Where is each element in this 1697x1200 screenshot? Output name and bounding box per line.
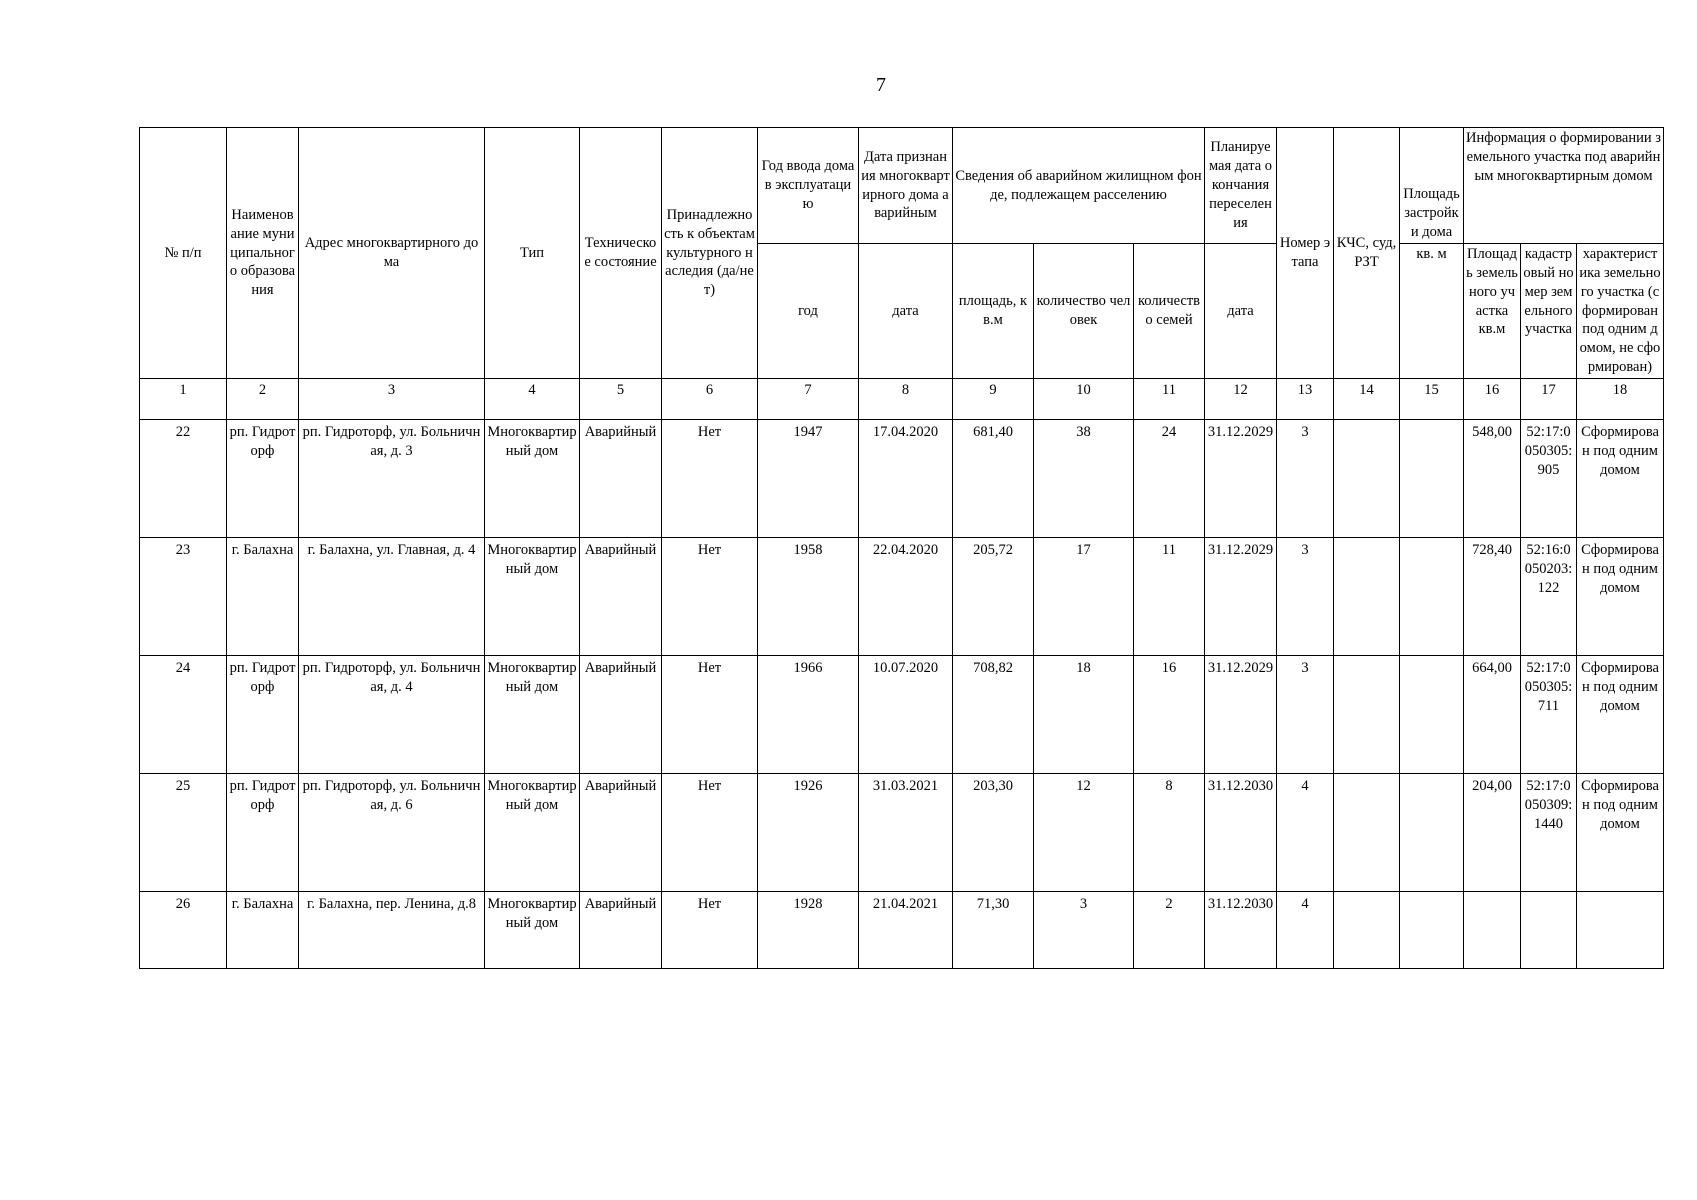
cell-land-char: Сформирован под одним домом (1577, 537, 1664, 655)
cell-no: 22 (140, 419, 227, 537)
header-recognition-date: Дата признания многоквартирного дома аварийным (859, 128, 953, 244)
cell-people: 3 (1034, 891, 1134, 968)
emergency-housing-table (139, 127, 1664, 969)
cell-land-char: Сформирован под одним домом (1577, 419, 1664, 537)
cell-planned-date: 31.12.2029 (1205, 655, 1277, 773)
cell-area: 71,30 (953, 891, 1034, 968)
cell-recognition-date: 22.04.2020 (859, 537, 953, 655)
subheader-date: дата (859, 244, 953, 379)
cell-municipality: рп. Гидроторф (227, 419, 299, 537)
cell-cadastral: 52:16:0050203:122 (1521, 537, 1577, 655)
header-land-info: Информация о формировании земельного участка под аварийным многоквартирным домом (1464, 128, 1664, 244)
cell-stage: 4 (1277, 891, 1334, 968)
land-area-unit: кв.м (1478, 321, 1506, 338)
column-number: 5 (580, 378, 662, 419)
cell-address: г. Балахна, пер. Ленина, д.8 (299, 891, 485, 968)
cell-condition: Аварийный (580, 537, 662, 655)
column-number: 11 (1134, 378, 1205, 419)
cell-land-area: 548,00 (1464, 419, 1521, 537)
subheader-area: площадь, кв.м (953, 244, 1034, 379)
column-number-row (140, 378, 1664, 419)
cell-municipality: рп. Гидроторф (227, 655, 299, 773)
column-number: 16 (1464, 378, 1521, 419)
cell-stage: 3 (1277, 419, 1334, 537)
cell-kchs (1334, 419, 1400, 537)
header-kchs: КЧС, суд, РЗТ (1334, 128, 1400, 379)
table-row (140, 773, 1664, 891)
column-number: 6 (662, 378, 758, 419)
cell-year: 1947 (758, 419, 859, 537)
table-row (140, 537, 1664, 655)
cell-cadastral: 52:17:0050309:1440 (1521, 773, 1577, 891)
subheader-land-char: характеристика земельного участка (сформирован под одним домом, не сформирован) (1577, 244, 1664, 379)
cell-families: 16 (1134, 655, 1205, 773)
cell-type: Многоквартирный дом (485, 773, 580, 891)
cell-no: 26 (140, 891, 227, 968)
column-number: 9 (953, 378, 1034, 419)
cell-stage: 4 (1277, 773, 1334, 891)
cell-built-area (1400, 891, 1464, 968)
cell-heritage: Нет (662, 655, 758, 773)
header-address: Адрес многоквартирного дома (299, 128, 485, 379)
cell-cadastral (1521, 891, 1577, 968)
cell-heritage: Нет (662, 537, 758, 655)
cell-address: рп. Гидроторф, ул. Больничная, д. 6 (299, 773, 485, 891)
cell-cadastral: 52:17:0050305:711 (1521, 655, 1577, 773)
cell-recognition-date: 17.04.2020 (859, 419, 953, 537)
cell-kchs (1334, 773, 1400, 891)
cell-families: 2 (1134, 891, 1205, 968)
table-row (140, 655, 1664, 773)
cell-planned-date: 31.12.2029 (1205, 537, 1277, 655)
subheader-cadastral: кадастровый номер земельного участка (1521, 244, 1577, 379)
cell-municipality: г. Балахна (227, 891, 299, 968)
cell-stage: 3 (1277, 537, 1334, 655)
cell-planned-date: 31.12.2029 (1205, 419, 1277, 537)
column-number: 1 (140, 378, 227, 419)
header-year: Год ввода дома в эксплуатацию (758, 128, 859, 244)
cell-built-area (1400, 773, 1464, 891)
cell-built-area (1400, 537, 1464, 655)
cell-recognition-date: 10.07.2020 (859, 655, 953, 773)
land-area-label: Площадь земельного участка (1466, 246, 1518, 319)
cell-no: 25 (140, 773, 227, 891)
cell-condition: Аварийный (580, 419, 662, 537)
cell-planned-date: 31.12.2030 (1205, 773, 1277, 891)
cell-kchs (1334, 655, 1400, 773)
cell-condition: Аварийный (580, 655, 662, 773)
page-number: 7 (876, 74, 886, 96)
cell-heritage: Нет (662, 891, 758, 968)
cell-municipality: г. Балахна (227, 537, 299, 655)
cell-year: 1966 (758, 655, 859, 773)
cell-land-area: 664,00 (1464, 655, 1521, 773)
column-number: 12 (1205, 378, 1277, 419)
cell-cadastral: 52:17:0050305:905 (1521, 419, 1577, 537)
column-number: 15 (1400, 378, 1464, 419)
cell-heritage: Нет (662, 773, 758, 891)
cell-people: 38 (1034, 419, 1134, 537)
cell-area: 203,30 (953, 773, 1034, 891)
cell-land-area: 728,40 (1464, 537, 1521, 655)
column-number: 14 (1334, 378, 1400, 419)
subheader-people: количество человек (1034, 244, 1134, 379)
cell-address: рп. Гидроторф, ул. Больничная, д. 4 (299, 655, 485, 773)
cell-area: 708,82 (953, 655, 1034, 773)
header-planned-date: Планируемая дата окончания переселения (1205, 128, 1277, 244)
subheader-land-area (1464, 244, 1521, 379)
column-number: 3 (299, 378, 485, 419)
cell-year: 1928 (758, 891, 859, 968)
cell-land-char (1577, 891, 1664, 968)
column-number: 10 (1034, 378, 1134, 419)
table-row (140, 419, 1664, 537)
cell-heritage: Нет (662, 419, 758, 537)
cell-built-area (1400, 419, 1464, 537)
cell-people: 17 (1034, 537, 1134, 655)
cell-people: 12 (1034, 773, 1134, 891)
subheader-planned-date: дата (1205, 244, 1277, 379)
header-no: № п/п (140, 128, 227, 379)
cell-type: Многоквартирный дом (485, 537, 580, 655)
table-header-row (140, 128, 1664, 244)
column-number: 18 (1577, 378, 1664, 419)
cell-kchs (1334, 537, 1400, 655)
subheader-families: количество семей (1134, 244, 1205, 379)
header-emergency-fund: Сведения об аварийном жилищном фонде, подлежащем расселению (953, 128, 1205, 244)
header-stage: Номер этапа (1277, 128, 1334, 379)
cell-type: Многоквартирный дом (485, 419, 580, 537)
cell-families: 24 (1134, 419, 1205, 537)
cell-planned-date: 31.12.2030 (1205, 891, 1277, 968)
cell-recognition-date: 21.04.2021 (859, 891, 953, 968)
cell-area: 681,40 (953, 419, 1034, 537)
cell-area: 205,72 (953, 537, 1034, 655)
cell-condition: Аварийный (580, 773, 662, 891)
cell-year: 1958 (758, 537, 859, 655)
cell-land-area: 204,00 (1464, 773, 1521, 891)
column-number: 8 (859, 378, 953, 419)
cell-address: г. Балахна, ул. Главная, д. 4 (299, 537, 485, 655)
cell-municipality: рп. Гидроторф (227, 773, 299, 891)
cell-no: 23 (140, 537, 227, 655)
cell-recognition-date: 31.03.2021 (859, 773, 953, 891)
cell-land-area (1464, 891, 1521, 968)
cell-address: рп. Гидроторф, ул. Больничная, д. 3 (299, 419, 485, 537)
cell-land-char: Сформирован под одним домом (1577, 655, 1664, 773)
column-number: 7 (758, 378, 859, 419)
column-number: 13 (1277, 378, 1334, 419)
column-number: 2 (227, 378, 299, 419)
cell-stage: 3 (1277, 655, 1334, 773)
cell-type: Многоквартирный дом (485, 891, 580, 968)
column-number: 4 (485, 378, 580, 419)
header-condition: Техническое состояние (580, 128, 662, 379)
header-built-area: Площадь застройки дома (1400, 128, 1464, 244)
header-heritage: Принадлежность к объектам культурного наследия (да/нет) (662, 128, 758, 379)
header-municipality: Наименование муниципального образования (227, 128, 299, 379)
cell-type: Многоквартирный дом (485, 655, 580, 773)
cell-people: 18 (1034, 655, 1134, 773)
cell-built-area (1400, 655, 1464, 773)
cell-land-char: Сформирован под одним домом (1577, 773, 1664, 891)
cell-families: 8 (1134, 773, 1205, 891)
cell-no: 24 (140, 655, 227, 773)
header-type: Тип (485, 128, 580, 379)
cell-condition: Аварийный (580, 891, 662, 968)
subheader-year: год (758, 244, 859, 379)
table-row (140, 891, 1664, 968)
cell-year: 1926 (758, 773, 859, 891)
subheader-built-unit: кв. м (1400, 244, 1464, 379)
column-number: 17 (1521, 378, 1577, 419)
cell-families: 11 (1134, 537, 1205, 655)
cell-kchs (1334, 891, 1400, 968)
